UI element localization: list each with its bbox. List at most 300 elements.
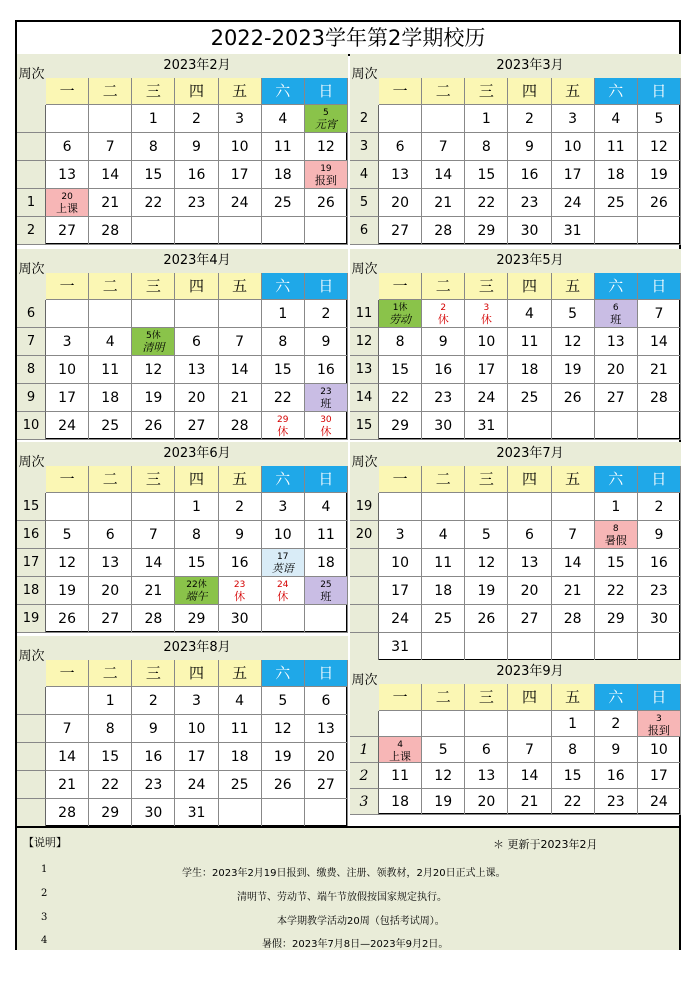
day-cell: 7 bbox=[638, 300, 681, 328]
note-number: 4 bbox=[41, 935, 48, 946]
day-cell: 14 bbox=[508, 763, 551, 789]
weekday-header: 四 bbox=[508, 466, 551, 493]
day-cell: 1 bbox=[552, 711, 595, 737]
day-cell: 7 bbox=[508, 737, 551, 763]
month-block bbox=[17, 442, 348, 633]
week-number: 19 bbox=[350, 493, 379, 521]
day-cell bbox=[132, 300, 175, 328]
day-cell: 14 bbox=[89, 161, 132, 189]
day-number: 5休 bbox=[145, 331, 161, 341]
day-cell: 5 bbox=[262, 687, 305, 715]
day-cell: 27 bbox=[379, 217, 422, 245]
day-cell bbox=[305, 412, 348, 440]
day-cell: 22 bbox=[132, 189, 175, 217]
week-number: 17 bbox=[17, 549, 46, 577]
day-cell: 13 bbox=[379, 161, 422, 189]
day-cell: 28 bbox=[132, 605, 175, 633]
day-cell: 27 bbox=[46, 217, 89, 245]
week-number: 16 bbox=[17, 521, 46, 549]
day-cell: 4 bbox=[595, 105, 638, 133]
day-cell: 28 bbox=[552, 605, 595, 633]
day-cell: 5 bbox=[46, 521, 89, 549]
weekday-header: 一 bbox=[379, 78, 422, 105]
day-cell: 11 bbox=[219, 715, 262, 743]
day-cell: 4 bbox=[262, 105, 305, 133]
day-cell: 9 bbox=[175, 133, 218, 161]
day-cell: 25 bbox=[422, 605, 465, 633]
weekday-header: 日 bbox=[638, 78, 681, 105]
week-column-label bbox=[17, 249, 47, 300]
day-cell bbox=[89, 493, 132, 521]
day-cell: 10 bbox=[465, 328, 508, 356]
day-cell bbox=[595, 217, 638, 245]
day-cell bbox=[595, 412, 638, 440]
day-cell: 20 bbox=[305, 743, 348, 771]
day-cell: 14 bbox=[219, 356, 262, 384]
note-number: 1 bbox=[41, 864, 48, 875]
day-cell: 16 bbox=[219, 549, 262, 577]
day-cell bbox=[595, 300, 638, 328]
day-number: 3 bbox=[483, 303, 490, 313]
day-cell: 20 bbox=[508, 577, 551, 605]
day-cell bbox=[465, 633, 508, 661]
day-cell: 24 bbox=[379, 605, 422, 633]
weekday-header: 二 bbox=[422, 273, 465, 300]
day-cell bbox=[422, 300, 465, 328]
week-number bbox=[350, 577, 379, 605]
day-cell: 13 bbox=[89, 549, 132, 577]
day-cell: 27 bbox=[595, 384, 638, 412]
weekday-header: 四 bbox=[175, 660, 218, 687]
day-cell: 28 bbox=[219, 412, 262, 440]
day-cell: 9 bbox=[305, 328, 348, 356]
day-cell: 12 bbox=[465, 549, 508, 577]
day-cell: 4 bbox=[305, 493, 348, 521]
week-label: 周次 bbox=[18, 649, 45, 664]
day-cell: 25 bbox=[219, 771, 262, 799]
day-note: 班 bbox=[320, 590, 332, 603]
day-cell bbox=[379, 300, 422, 328]
weekday-header: 四 bbox=[175, 273, 218, 300]
day-cell: 30 bbox=[132, 799, 175, 827]
weekday-header: 四 bbox=[175, 466, 218, 493]
day-cell: 3 bbox=[262, 493, 305, 521]
day-cell: 24 bbox=[638, 789, 681, 815]
day-number: 6 bbox=[612, 303, 619, 313]
day-cell bbox=[46, 687, 89, 715]
day-cell: 6 bbox=[46, 133, 89, 161]
day-cell: 8 bbox=[465, 133, 508, 161]
week-number: 6 bbox=[350, 217, 379, 245]
day-cell bbox=[262, 799, 305, 827]
week-number bbox=[17, 715, 46, 743]
day-cell: 28 bbox=[638, 384, 681, 412]
week-number bbox=[17, 105, 46, 133]
day-cell: 27 bbox=[89, 605, 132, 633]
day-cell: 7 bbox=[219, 328, 262, 356]
day-cell: 20 bbox=[379, 189, 422, 217]
week-label: 周次 bbox=[351, 673, 378, 688]
day-number: 23 bbox=[233, 580, 246, 590]
day-cell bbox=[46, 493, 89, 521]
day-cell: 18 bbox=[379, 789, 422, 815]
day-cell: 17 bbox=[465, 356, 508, 384]
day-cell: 21 bbox=[422, 189, 465, 217]
day-cell: 29 bbox=[465, 217, 508, 245]
notes-header: 【说明】 bbox=[23, 836, 67, 849]
week-number: 20 bbox=[350, 521, 379, 549]
day-cell bbox=[305, 217, 348, 245]
day-cell: 1 bbox=[595, 493, 638, 521]
week-number bbox=[17, 161, 46, 189]
day-cell: 27 bbox=[175, 412, 218, 440]
day-cell: 21 bbox=[552, 577, 595, 605]
day-cell: 22 bbox=[89, 771, 132, 799]
day-number: 2 bbox=[440, 303, 447, 313]
day-cell bbox=[638, 711, 681, 737]
week-number bbox=[350, 633, 379, 661]
note-text: 本学期教学活动20周（包括考试周）。 bbox=[277, 916, 445, 927]
day-cell: 19 bbox=[465, 577, 508, 605]
day-cell: 24 bbox=[552, 189, 595, 217]
month-title: 2023年6月 bbox=[46, 442, 348, 467]
day-cell: 29 bbox=[595, 605, 638, 633]
day-cell: 25 bbox=[89, 412, 132, 440]
day-cell: 26 bbox=[638, 189, 681, 217]
day-cell: 10 bbox=[46, 356, 89, 384]
day-note: 休 bbox=[234, 590, 246, 603]
weekday-header: 五 bbox=[219, 78, 262, 105]
weekday-header: 二 bbox=[89, 273, 132, 300]
day-cell bbox=[379, 711, 422, 737]
day-cell bbox=[132, 217, 175, 245]
day-cell: 29 bbox=[379, 412, 422, 440]
week-number: 2 bbox=[350, 763, 379, 789]
day-cell: 22 bbox=[552, 789, 595, 815]
day-cell bbox=[638, 217, 681, 245]
day-cell: 12 bbox=[638, 133, 681, 161]
weekday-header: 四 bbox=[508, 78, 551, 105]
week-number: 15 bbox=[350, 412, 379, 440]
weekday-header: 二 bbox=[89, 660, 132, 687]
day-cell: 25 bbox=[508, 384, 551, 412]
day-cell: 20 bbox=[89, 577, 132, 605]
week-number: 3 bbox=[350, 133, 379, 161]
day-cell: 20 bbox=[595, 356, 638, 384]
day-cell: 18 bbox=[262, 161, 305, 189]
week-number: 2 bbox=[350, 105, 379, 133]
day-cell: 7 bbox=[422, 133, 465, 161]
day-cell: 18 bbox=[219, 743, 262, 771]
note-number: 2 bbox=[41, 888, 48, 899]
week-number bbox=[17, 687, 46, 715]
day-cell: 16 bbox=[508, 161, 551, 189]
day-number: 22休 bbox=[186, 580, 207, 590]
day-note: 英语 bbox=[271, 562, 294, 575]
weekday-header: 二 bbox=[89, 466, 132, 493]
weekday-header: 三 bbox=[132, 78, 175, 105]
day-cell: 23 bbox=[638, 577, 681, 605]
day-cell bbox=[219, 217, 262, 245]
week-number: 15 bbox=[17, 493, 46, 521]
weekday-header: 五 bbox=[219, 273, 262, 300]
day-cell: 13 bbox=[595, 328, 638, 356]
day-cell: 14 bbox=[46, 743, 89, 771]
day-cell: 27 bbox=[508, 605, 551, 633]
notes-section bbox=[17, 826, 679, 950]
day-note: 休 bbox=[320, 425, 332, 438]
day-cell: 20 bbox=[175, 384, 218, 412]
day-cell: 11 bbox=[595, 133, 638, 161]
month-block bbox=[350, 54, 681, 245]
day-cell: 24 bbox=[46, 412, 89, 440]
day-cell: 11 bbox=[379, 763, 422, 789]
day-cell: 12 bbox=[46, 549, 89, 577]
month-block bbox=[17, 54, 348, 245]
day-cell bbox=[89, 300, 132, 328]
weekday-header: 一 bbox=[46, 273, 89, 300]
month-block bbox=[350, 442, 681, 661]
day-cell: 30 bbox=[422, 412, 465, 440]
day-cell bbox=[422, 633, 465, 661]
day-cell: 17 bbox=[379, 577, 422, 605]
day-cell: 4 bbox=[89, 328, 132, 356]
day-cell: 19 bbox=[46, 577, 89, 605]
day-cell: 26 bbox=[465, 605, 508, 633]
day-cell bbox=[465, 493, 508, 521]
week-number bbox=[17, 771, 46, 799]
day-cell: 19 bbox=[422, 789, 465, 815]
day-cell bbox=[89, 105, 132, 133]
day-cell: 24 bbox=[219, 189, 262, 217]
day-cell: 29 bbox=[89, 799, 132, 827]
day-number: 8 bbox=[612, 524, 619, 534]
day-cell: 11 bbox=[422, 549, 465, 577]
day-cell: 14 bbox=[638, 328, 681, 356]
weekday-header: 五 bbox=[552, 466, 595, 493]
day-cell: 21 bbox=[132, 577, 175, 605]
day-cell: 18 bbox=[595, 161, 638, 189]
week-number: 11 bbox=[350, 300, 379, 328]
weekday-header: 五 bbox=[219, 660, 262, 687]
day-cell: 6 bbox=[89, 521, 132, 549]
day-cell: 12 bbox=[262, 715, 305, 743]
week-number: 9 bbox=[17, 384, 46, 412]
day-cell: 9 bbox=[132, 715, 175, 743]
weekday-header: 三 bbox=[465, 466, 508, 493]
day-cell: 4 bbox=[219, 687, 262, 715]
weekday-header: 四 bbox=[508, 684, 551, 711]
day-cell: 21 bbox=[508, 789, 551, 815]
week-number: 10 bbox=[17, 412, 46, 440]
day-cell: 3 bbox=[46, 328, 89, 356]
day-cell bbox=[552, 633, 595, 661]
weekday-header: 六 bbox=[262, 273, 305, 300]
day-cell: 13 bbox=[175, 356, 218, 384]
day-cell bbox=[465, 711, 508, 737]
day-note: 休 bbox=[437, 313, 449, 326]
day-cell: 14 bbox=[132, 549, 175, 577]
day-cell: 17 bbox=[175, 743, 218, 771]
day-cell bbox=[508, 412, 551, 440]
weekday-header: 一 bbox=[46, 78, 89, 105]
week-number: 6 bbox=[17, 300, 46, 328]
day-cell: 23 bbox=[595, 789, 638, 815]
day-cell bbox=[46, 189, 89, 217]
day-cell bbox=[46, 105, 89, 133]
day-cell bbox=[552, 412, 595, 440]
day-cell: 30 bbox=[508, 217, 551, 245]
day-cell bbox=[219, 799, 262, 827]
day-cell: 17 bbox=[638, 763, 681, 789]
day-cell: 26 bbox=[305, 189, 348, 217]
day-cell: 19 bbox=[552, 356, 595, 384]
weekday-header: 日 bbox=[638, 684, 681, 711]
day-cell: 30 bbox=[638, 605, 681, 633]
weekday-header: 一 bbox=[379, 273, 422, 300]
day-cell: 3 bbox=[552, 105, 595, 133]
weekday-header: 日 bbox=[305, 466, 348, 493]
day-cell bbox=[422, 105, 465, 133]
day-note: 报到 bbox=[647, 724, 670, 737]
day-cell: 8 bbox=[89, 715, 132, 743]
day-cell: 3 bbox=[219, 105, 262, 133]
day-cell bbox=[262, 217, 305, 245]
day-cell bbox=[552, 493, 595, 521]
day-cell: 28 bbox=[46, 799, 89, 827]
month-block bbox=[350, 660, 681, 815]
day-cell: 19 bbox=[262, 743, 305, 771]
day-cell: 21 bbox=[638, 356, 681, 384]
month-title: 2023年2月 bbox=[46, 54, 348, 79]
day-cell bbox=[305, 605, 348, 633]
school-calendar bbox=[15, 20, 681, 950]
day-cell: 7 bbox=[132, 521, 175, 549]
week-column-label bbox=[350, 54, 380, 105]
day-cell: 16 bbox=[175, 161, 218, 189]
day-cell bbox=[422, 711, 465, 737]
day-number: 20 bbox=[61, 192, 73, 202]
day-cell: 9 bbox=[638, 521, 681, 549]
day-cell bbox=[262, 605, 305, 633]
day-cell: 18 bbox=[305, 549, 348, 577]
day-cell: 22 bbox=[465, 189, 508, 217]
week-number: 1 bbox=[17, 189, 46, 217]
day-cell bbox=[175, 577, 218, 605]
day-cell bbox=[638, 412, 681, 440]
day-number: 23 bbox=[320, 387, 332, 397]
day-number: 4 bbox=[397, 740, 403, 750]
week-column-label bbox=[17, 636, 47, 687]
weekday-header: 六 bbox=[595, 684, 638, 711]
weekday-header: 日 bbox=[305, 78, 348, 105]
day-cell bbox=[262, 549, 305, 577]
weekday-header: 三 bbox=[132, 273, 175, 300]
week-column-label bbox=[350, 660, 380, 711]
note-text: 清明节、劳动节、端午节放假按国家规定执行。 bbox=[237, 892, 447, 903]
day-note: 端午 bbox=[185, 590, 208, 603]
weekday-header: 三 bbox=[465, 273, 508, 300]
weekday-header: 二 bbox=[422, 684, 465, 711]
day-cell bbox=[46, 300, 89, 328]
week-number: 1 bbox=[350, 737, 379, 763]
day-note: 上课 bbox=[56, 202, 79, 215]
day-cell: 11 bbox=[508, 328, 551, 356]
day-cell: 2 bbox=[638, 493, 681, 521]
day-cell bbox=[305, 161, 348, 189]
day-cell bbox=[422, 493, 465, 521]
day-cell: 30 bbox=[219, 605, 262, 633]
day-number: 30 bbox=[320, 415, 332, 425]
week-number: 4 bbox=[350, 161, 379, 189]
day-cell: 23 bbox=[175, 189, 218, 217]
day-number: 17 bbox=[277, 552, 289, 562]
day-cell: 10 bbox=[262, 521, 305, 549]
weekday-header: 日 bbox=[638, 273, 681, 300]
note-text: 暑假：2023年7月8日—2023年9月2日。 bbox=[262, 939, 449, 950]
week-label: 周次 bbox=[351, 67, 378, 82]
month-title: 2023年3月 bbox=[379, 54, 681, 79]
day-cell: 6 bbox=[465, 737, 508, 763]
weekday-header: 六 bbox=[262, 78, 305, 105]
day-cell bbox=[175, 217, 218, 245]
weekday-header: 四 bbox=[508, 273, 551, 300]
note-text: 学生：2023年2月19日报到、缴费、注册、领教材，2月20日正式上课。 bbox=[182, 868, 506, 879]
day-cell: 24 bbox=[465, 384, 508, 412]
day-cell: 25 bbox=[262, 189, 305, 217]
day-cell: 5 bbox=[552, 300, 595, 328]
day-cell bbox=[305, 577, 348, 605]
month-block bbox=[17, 636, 348, 827]
day-cell bbox=[508, 493, 551, 521]
day-cell: 15 bbox=[552, 763, 595, 789]
day-cell: 22 bbox=[595, 577, 638, 605]
weekday-header: 日 bbox=[305, 273, 348, 300]
day-cell: 26 bbox=[46, 605, 89, 633]
month-title: 2023年9月 bbox=[379, 660, 681, 685]
day-cell: 11 bbox=[262, 133, 305, 161]
day-cell: 5 bbox=[638, 105, 681, 133]
day-cell: 2 bbox=[508, 105, 551, 133]
week-label: 周次 bbox=[18, 67, 45, 82]
day-cell: 16 bbox=[595, 763, 638, 789]
day-cell: 1 bbox=[89, 687, 132, 715]
day-cell: 26 bbox=[552, 384, 595, 412]
week-number bbox=[17, 799, 46, 827]
day-cell: 31 bbox=[552, 217, 595, 245]
day-cell: 2 bbox=[132, 687, 175, 715]
day-cell: 15 bbox=[465, 161, 508, 189]
day-cell bbox=[305, 384, 348, 412]
month-block bbox=[350, 249, 681, 440]
day-cell: 10 bbox=[552, 133, 595, 161]
month-title: 2023年4月 bbox=[46, 249, 348, 274]
day-cell: 18 bbox=[89, 384, 132, 412]
day-note: 休 bbox=[277, 425, 289, 438]
day-cell bbox=[175, 300, 218, 328]
day-cell: 31 bbox=[175, 799, 218, 827]
day-cell: 21 bbox=[46, 771, 89, 799]
day-note: 上课 bbox=[389, 750, 412, 763]
day-cell bbox=[595, 633, 638, 661]
month-title: 2023年5月 bbox=[379, 249, 681, 274]
day-cell: 25 bbox=[595, 189, 638, 217]
day-cell: 8 bbox=[132, 133, 175, 161]
day-cell: 6 bbox=[175, 328, 218, 356]
day-note: 休 bbox=[277, 590, 289, 603]
day-cell: 9 bbox=[595, 737, 638, 763]
week-number: 14 bbox=[350, 384, 379, 412]
